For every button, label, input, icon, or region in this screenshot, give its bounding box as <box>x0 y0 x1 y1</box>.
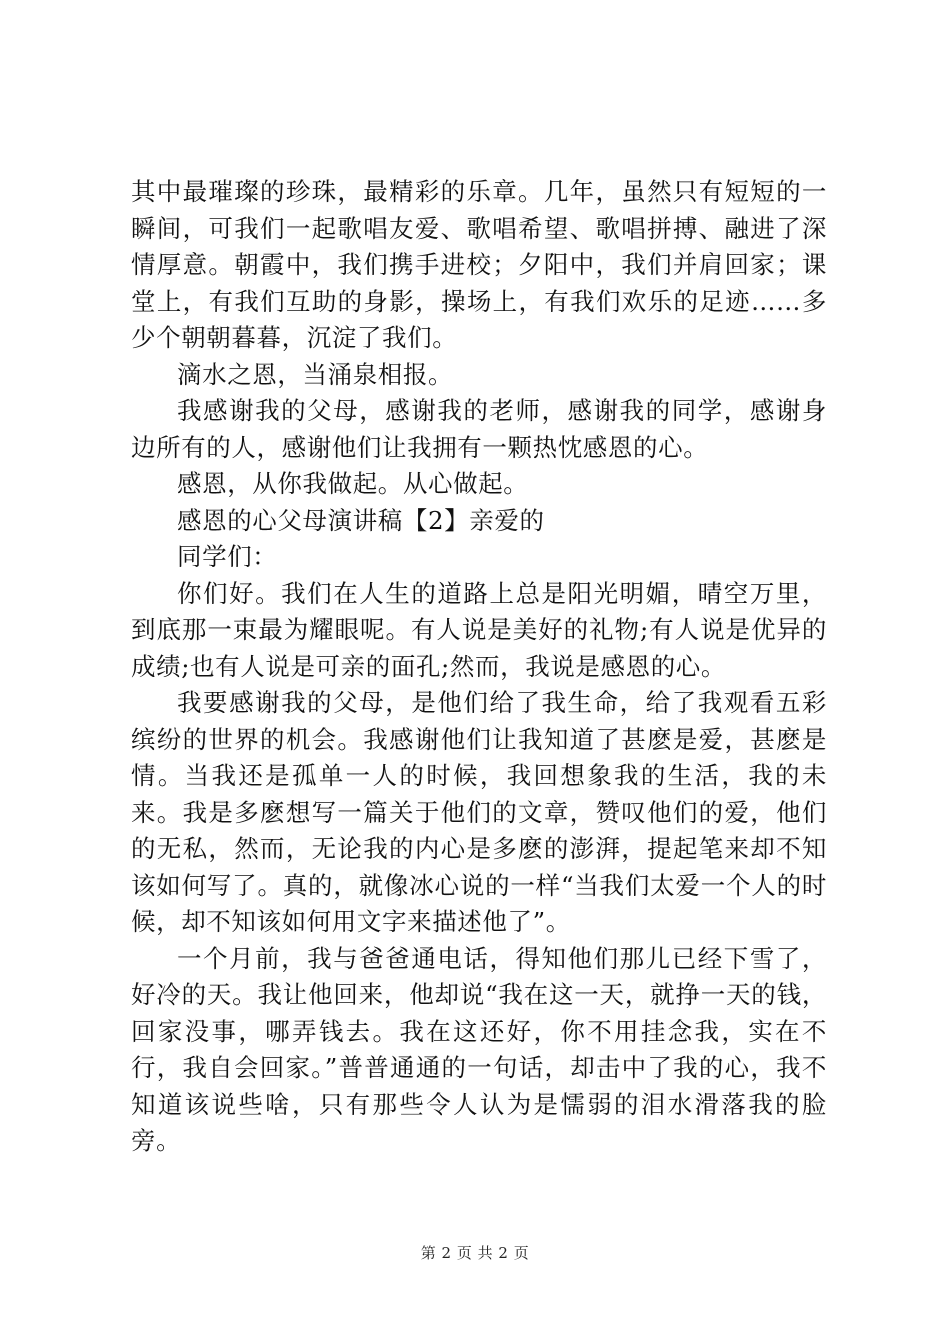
paragraph-thanks-parents: 我要感谢我的父母，是他们给了我生命，给了我观看五彩缤纷的世界的机会。我感谢他们让我知道了甚麽是爱，甚麽是情。当我还是孤单一人的时候，我回想象我的生活，我的未来。我是多麽想写一篇关于他们的文章，赞叹他们的爱，他们的无私，然而，无论我的内心是多麽的澎湃，提起笔来却不知该如何写了。真的，就像冰心说的一样“当我们太爱一个人的时候，却不知该如何用文字来描述他了”。 <box>131 688 827 936</box>
paragraph-4: 感恩，从你我做起。从心做起。 <box>177 469 529 498</box>
paragraph-1: 其中最璀璨的珍珠，最精彩的乐章。几年，虽然只有短短的一瞬间，可我们一起歌唱友爱、歌唱希望、歌唱拼搏、融进了深情厚意。朝霞中，我们携手进校；夕阳中，我们并肩回家；课堂上，有我们互助的身影，操场上，有我们欢乐的足迹……多少个朝朝暮暮，沉淀了我们。 <box>131 177 827 352</box>
paragraph-3: 我感谢我的父母，感谢我的老师，感谢我的同学，感谢身边所有的人，感谢他们让我拥有一颗热忱感恩的心。 <box>131 396 827 462</box>
paragraph-phone-call: 一个月前，我与爸爸通电话，得知他们那儿已经下雪了，好冷的天。我让他回来，他却说“我在这一天，就挣一天的钱，回家没事，哪弄钱去。我在这还好，你不用挂念我，实在不行，我自会回家。”普普通通的一句话，却击中了我的心，我不知道该说些啥，只有那些令人认为是懦弱的泪水滑落我的脸旁。 <box>131 943 827 1155</box>
document-body <box>131 174 827 1160</box>
paragraph-2: 滴水之恩，当涌泉相报。 <box>177 359 454 389</box>
salutation: 同学们： <box>177 542 278 571</box>
paragraph-greeting: 你们好。我们在人生的道路上总是阳光明媚，晴空万里，到底那一束最为耀眼呢。有人说是美好的礼物;有人说是优异的成绩;也有人说是可亲的面孔;然而，我说是感恩的心。 <box>131 578 827 681</box>
section-heading: 感恩的心父母演讲稿【2】亲爱的 <box>177 505 545 535</box>
page-footer: 第 2 页 共 2 页 <box>420 1244 530 1262</box>
